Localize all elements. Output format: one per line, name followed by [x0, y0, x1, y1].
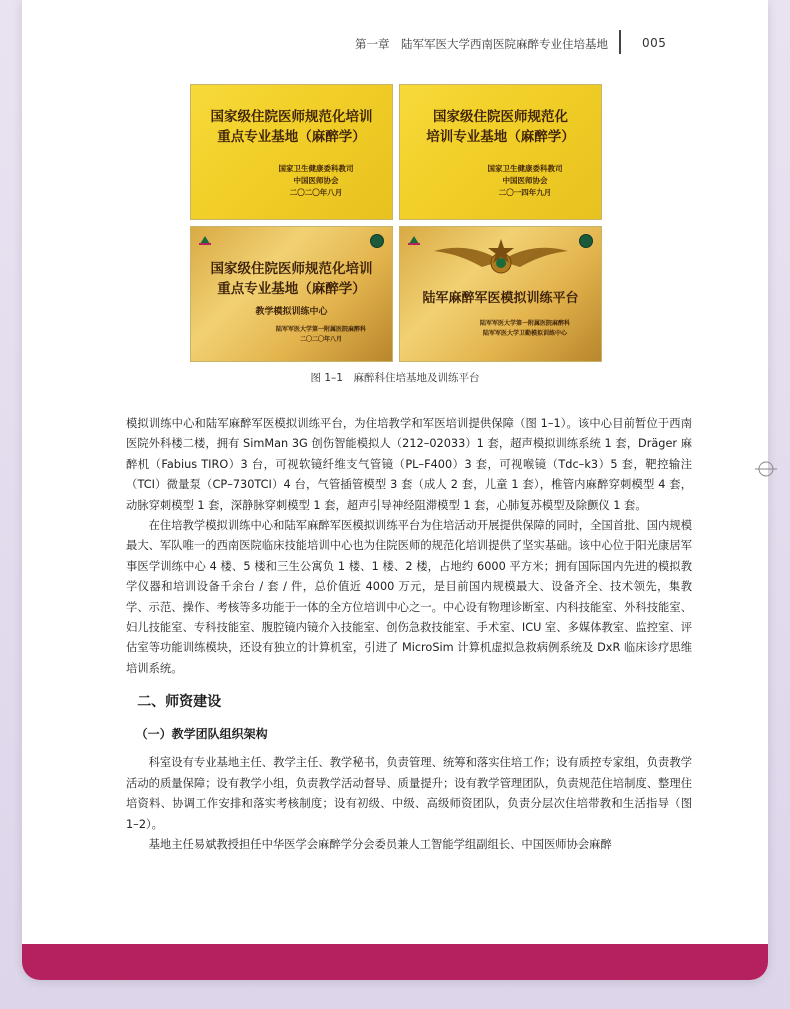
plaque-issuer: 陆军军医大学第一附属医院麻醉科 [479, 320, 570, 327]
plaque-title-line2: 培训专业基地（麻醉学） [426, 129, 575, 145]
plaque-title-line2: 重点专业基地（麻醉学） [217, 281, 366, 297]
chapter-title: 第一章 陆军军医大学西南医院麻醉专业住培基地 [355, 37, 608, 51]
subsection-heading: （一）教学团队组织架构 [135, 727, 268, 742]
paragraph: 科室设有专业基地主任、教学主任、教学秘书，负责管理、统筹和落实住培工作；设有质控专家组，负责教学活动的质量保障；设有教学小组，负责教学活动督导、质量提升；设有教学管理团队，负责规范住培制度、整理住培资料、协调工作安排和落实考核制度；设有初级、中级、高级师资团队，负责分层次住培带教和生活指导（图 1–2）。 [126, 756, 692, 831]
figure-caption: 图 1–1 麻醉科住培基地及训练平台 [310, 372, 480, 384]
bottom-color-band [22, 944, 768, 980]
plaque-issuer: 国家卫生健康委科教司 [278, 164, 354, 173]
page-number: 005 [642, 36, 667, 50]
plaque-date: 二〇二〇年八月 [299, 336, 342, 343]
plaque-issuer: 国家卫生健康委科教司 [487, 164, 563, 173]
paragraph: 基地主任易斌教授担任中华医学会麻醉学分会委员兼人工智能学组副组长、中国医师协会麻醉 [148, 837, 612, 851]
plaque-key-base-2020 [190, 84, 393, 220]
hospital-logo-icon [408, 235, 420, 245]
crosshair-icon [755, 458, 777, 480]
plaque-simulation-center [190, 226, 393, 362]
running-header [22, 30, 768, 56]
paragraph: 在住培教学模拟训练中心和陆军麻醉军医模拟训练平台为住培活动开展提供保障的同时，全国首批、国内规模最大、军队唯一的西南医院临床技能培训中心也为住院医师的规范化培训提供了坚实基础。该中心位于阳光康居军事医学训练中心 4 楼、5 楼和三生公寓负 1 楼、1 楼、2 楼，占地约 6000 平方米；拥有国际国内先进的模拟教学仪器和培训设备千余台 / 套 / 件，总价值近 4000 万元，是目前国内规模最大、设备齐全、技术领先，集教学、示范、操作、考核等多功能于一体的全方位培训中心之一。中心设有物理诊断室、内科技能室、外科技能室、妇儿技能室、专科技能室、腹腔镜内镜介入技能室、创伤急救技能室、手术室、ICU 室、多媒体教室、监控室、评估室等功能训练模块，还设有独立的计算机室，引进了 MicroSim 计算机虚拟急救病例系统及 DxR 临床诊疗思维培训系统。 [126, 519, 692, 675]
plaque-issuer: 中国医师协会 [293, 176, 339, 185]
header-divider [619, 30, 621, 54]
plaque-title-line1: 国家级住院医师规范化 [433, 109, 568, 125]
figure-plaques [190, 84, 602, 362]
plaque-base-2014 [399, 84, 602, 220]
army-emblem-icon [370, 234, 384, 248]
book-page [22, 0, 768, 980]
body-text [126, 414, 692, 855]
army-emblem-icon [579, 234, 593, 248]
plaque-issuer: 中国医师协会 [502, 176, 548, 185]
plaque-army-training-platform [399, 226, 602, 362]
paragraph: 模拟训练中心和陆军麻醉军医模拟训练平台，为住培教学和军医培训提供保障（图 1–1）。该中心目前暂位于西南医院外科楼二楼，拥有 SimMan 3G 创伤智能模拟人（212–02033）1 套，超声模拟训练系统 1 套，Dräger 麻醉机（Fabius TIRO）3 台，可视软镜纤维支气管镜（PL–F400）3 套，可视喉镜（Tdc–k3）5 套，靶控输注（TCI）微量泵（CP–730TCI）4 台，气管插管模型 3 套（成人 2 套，儿童 1 套），椎管内麻醉穿刺模型 4 套，动脉穿刺模型 1 套，深静脉穿刺模型 1 套，超声引导神经阻滞模型 1 套，心肺复苏模型及除颤仪 1 套。 [126, 417, 692, 512]
plaque-title-line1: 国家级住院医师规范化培训 [210, 261, 373, 277]
section-heading: 二、师资建设 [137, 694, 222, 711]
plaque-title: 陆军麻醉军医模拟训练平台 [422, 291, 579, 306]
plaque-title-line2: 重点专业基地（麻醉学） [217, 129, 366, 145]
plaque-date: 二〇二〇年八月 [289, 188, 343, 197]
plaque-title-line1: 国家级住院医师规范化培训 [210, 109, 373, 125]
hospital-logo-icon [199, 235, 211, 245]
winged-star-emblem-icon [430, 237, 572, 283]
plaque-subtitle: 教学模拟训练中心 [255, 307, 328, 317]
plaque-issuer: 陆军军医大学第一附属医院麻醉科 [275, 326, 366, 333]
plaque-date: 二〇一四年九月 [498, 188, 552, 197]
plaque-issuer: 陆军军医大学卫勤模拟训练中心 [482, 330, 567, 337]
